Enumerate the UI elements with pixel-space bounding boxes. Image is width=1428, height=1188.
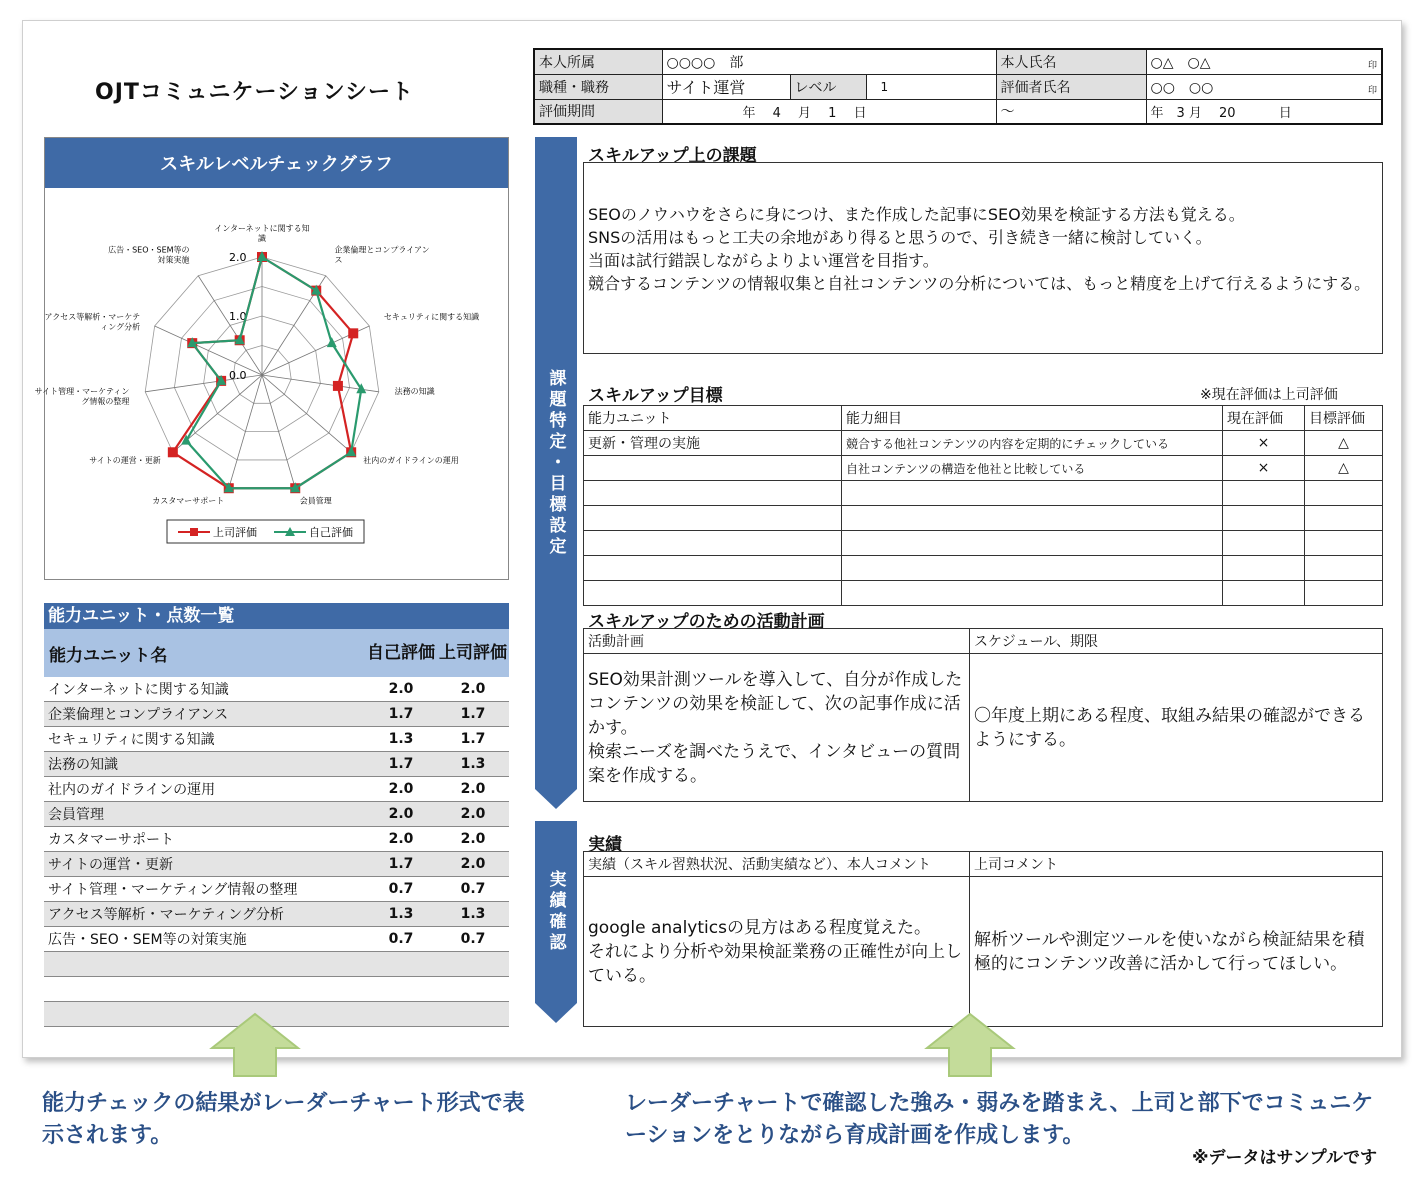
score-list-heading: 能力ユニット・点数一覧 xyxy=(44,603,509,629)
boss-score: 2.0 xyxy=(460,781,486,797)
score-row xyxy=(44,752,509,777)
score-list-header xyxy=(44,629,509,677)
schedule-text: 〇年度上期にある程度、取組み結果の確認ができるようにする。 xyxy=(970,654,1383,802)
score-row xyxy=(44,677,509,702)
series-line xyxy=(186,257,361,488)
radar-chart xyxy=(34,188,508,580)
sample-note: ※データはサンプルです xyxy=(1192,1148,1377,1168)
job-value: サイト運営 xyxy=(662,74,790,99)
col-now: 現在評価 xyxy=(1223,406,1305,431)
up-arrow-icon xyxy=(210,1012,300,1078)
boss-score: 2.0 xyxy=(460,856,486,872)
empty-row xyxy=(44,977,509,1002)
tick-label: 2.0 xyxy=(229,251,247,264)
empty-row xyxy=(44,952,509,977)
score-row xyxy=(44,927,509,952)
boss-score: 1.3 xyxy=(460,756,486,772)
self-score: 0.7 xyxy=(388,931,414,947)
sheet-title: OJTコミュニケーションシート xyxy=(95,80,415,105)
score-row xyxy=(44,702,509,727)
legend-boss-marker xyxy=(190,528,198,536)
col-unit: 能力ユニット xyxy=(584,406,842,431)
unit-name: セキュリティに関する知識 xyxy=(48,732,215,748)
series-line xyxy=(173,257,353,488)
col-self: 自己評価 xyxy=(367,643,435,663)
tick-label: 1.0 xyxy=(229,310,247,323)
evaluator-value: ○○ ○○ xyxy=(1150,79,1214,96)
col-boss-comment: 上司コメント xyxy=(970,852,1383,877)
level-value: 1 xyxy=(866,74,996,99)
affiliation-label: 本人所属 xyxy=(534,49,662,74)
data-point xyxy=(327,337,337,347)
score-row xyxy=(44,777,509,802)
results-table xyxy=(583,851,1383,1027)
unit-name: 社内のガイドラインの運用 xyxy=(48,782,216,798)
unit-name: アクセス等解析・マーケティング分析 xyxy=(48,907,284,923)
axis-label: アクセス等解析・マーケティング分析 xyxy=(44,312,141,332)
axis-label: 広告・SEO・SEM等の対策実施 xyxy=(108,245,190,265)
data-point xyxy=(348,328,358,338)
evaluator-cell xyxy=(1146,74,1382,99)
graph-title: スキルレベルチェックグラフ xyxy=(45,138,508,188)
col-boss: 上司評価 xyxy=(439,643,507,663)
axis-label: 企業倫理とコンプライアンス xyxy=(334,245,430,265)
radar-labels xyxy=(35,223,479,506)
unit-name: カスタマーサポート xyxy=(48,832,174,848)
boss-score: 1.7 xyxy=(460,706,486,722)
col-detail: 能力細目 xyxy=(842,406,1223,431)
table-row xyxy=(584,506,1383,531)
self-score: 1.3 xyxy=(388,906,414,922)
unit-name: インターネットに関する知識 xyxy=(48,682,229,698)
plan-text: SEO効果計測ツールを導入して、自分が作成したコンテンツの効果を検証して、次の記事作成に活かす。 検索ニーズを調べたうえで、インタビューの質問案を作成する。 xyxy=(584,654,970,802)
header-table xyxy=(533,48,1383,125)
unit-name: サイト管理・マーケティング情報の整理 xyxy=(48,882,298,898)
self-score: 1.3 xyxy=(388,731,414,747)
self-score: 0.7 xyxy=(388,881,414,897)
radar-series xyxy=(168,251,366,493)
score-row xyxy=(44,902,509,927)
name-value: ○△ ○△ xyxy=(1150,54,1211,71)
axis-label: サイト管理・マーケティング情報の整理 xyxy=(34,387,130,407)
boss-score: 1.7 xyxy=(460,731,486,747)
boss-comment-text: 解析ツールや測定ツールを使いながら検証結果を積極的にコンテンツ改善に活かして行ってほしい。 xyxy=(970,877,1383,1027)
tick-label: 0.0 xyxy=(229,369,247,382)
score-row xyxy=(44,727,509,752)
goal-now: × xyxy=(1223,456,1305,481)
evaluator-label: 評価者氏名 xyxy=(996,74,1146,99)
data-point xyxy=(168,447,178,457)
level-label: レベル xyxy=(790,74,866,99)
name-label: 本人氏名 xyxy=(996,49,1146,74)
affiliation-value: ○○○○ 部 xyxy=(662,49,996,74)
axis-label: インターネットに関する知識 xyxy=(214,224,310,243)
goal-now: × xyxy=(1223,431,1305,456)
score-row xyxy=(44,802,509,827)
self-score: 1.7 xyxy=(388,706,414,722)
self-score: 2.0 xyxy=(388,806,414,822)
unit-name: 広告・SEO・SEM等の対策実施 xyxy=(48,932,247,948)
results-heading: 実績 xyxy=(588,835,622,855)
skill-graph-panel xyxy=(34,137,509,580)
goal-detail: 競合する他社コンテンツの内容を定期的にチェックしている xyxy=(842,431,1223,456)
goal-detail: 自社コンテンツの構造を他社と比較している xyxy=(842,456,1223,481)
legend-self-label: 自己評価 xyxy=(309,526,353,539)
name-cell xyxy=(1146,49,1382,74)
up-arrow-icon xyxy=(925,1012,1015,1078)
unit-name: サイトの運営・更新 xyxy=(48,857,174,873)
score-row xyxy=(44,827,509,852)
self-score: 2.0 xyxy=(388,781,414,797)
goals-heading: スキルアップ目標 xyxy=(588,386,723,406)
seal-mark: 印 xyxy=(1367,85,1377,96)
self-score: 2.0 xyxy=(388,681,414,697)
issues-text: SEOのノウハウをさらに身につけ、また作成した記事にSEO効果を検証する方法も覚える。 SNSの活用はもっと工夫の余地があり得ると思うので、引き続き一緒に検討していく。 当面は試行錯誤しながらよりよい運営を目指す。 競合するコンテンツの情報収集と自社コンテンツの分析については、もっと精度を上げて行えるようにする。 xyxy=(583,162,1383,354)
goal-unit xyxy=(584,456,842,481)
boss-score: 0.7 xyxy=(460,931,486,947)
boss-score: 0.7 xyxy=(460,881,486,897)
goals-note: ※現在評価は上司評価 xyxy=(1200,387,1338,403)
score-row xyxy=(44,877,509,902)
period-end: 年 3 月 20 日 xyxy=(1146,99,1382,124)
axis-label: カスタマーサポート xyxy=(152,496,225,506)
plan-table xyxy=(583,628,1383,802)
score-list xyxy=(44,603,509,1027)
table-row xyxy=(584,481,1383,506)
score-row xyxy=(44,852,509,877)
goal-unit: 更新・管理の実施 xyxy=(584,431,842,456)
col-schedule: スケジュール、期限 xyxy=(970,629,1383,654)
boss-score: 2.0 xyxy=(460,681,486,697)
col-plan: 活動計画 xyxy=(584,629,970,654)
axis-label: 法務の知識 xyxy=(394,387,435,397)
unit-name: 法務の知識 xyxy=(48,757,118,773)
legend-boss-label: 上司評価 xyxy=(213,526,257,539)
period-tilde: ～ xyxy=(996,99,1146,124)
goal-target: △ xyxy=(1305,431,1383,456)
goal-setting-bar: 課題特定・目標設定 xyxy=(535,137,577,789)
unit-name: 企業倫理とコンプライアンス xyxy=(48,707,229,723)
seal-mark: 印 xyxy=(1367,60,1377,71)
goals-table xyxy=(583,405,1383,606)
axis-label: セキュリティに関する知識 xyxy=(383,312,480,322)
axis-label: 会員管理 xyxy=(299,496,332,506)
period-start: 年 4 月 1 日 xyxy=(662,99,996,124)
result-check-bar: 実績確認 xyxy=(535,821,577,1003)
axis-label: 社内のガイドラインの運用 xyxy=(363,455,459,465)
caption-right: レーダーチャートで確認した強み・弱みを踏まえ、上司と部下でコミュニケーションをとりながら育成計画を作成します。 xyxy=(625,1091,1374,1148)
data-point xyxy=(333,381,343,391)
table-row xyxy=(584,556,1383,581)
col-self-comment: 実績（スキル習熟状況、活動実績など）、本人コメント xyxy=(584,852,970,877)
col-unit-name: 能力ユニット名 xyxy=(49,645,168,666)
period-label: 評価期間 xyxy=(534,99,662,124)
unit-name: 会員管理 xyxy=(48,807,104,823)
goal-target: △ xyxy=(1305,456,1383,481)
self-comment-text: google analyticsの見方はある程度覚えた。 それにより分析や効果検証業務の正確性が向上している。 xyxy=(584,877,970,1027)
score-rows xyxy=(44,677,509,952)
col-target: 目標評価 xyxy=(1305,406,1383,431)
boss-score: 2.0 xyxy=(460,806,486,822)
table-row xyxy=(584,531,1383,556)
boss-score: 1.3 xyxy=(460,906,486,922)
plan-heading: スキルアップのための活動計画 xyxy=(588,612,825,632)
caption-left: 能力チェックの結果がレーダーチャート形式で表示されます。 xyxy=(42,1091,525,1148)
axis-label: サイトの運営・更新 xyxy=(89,455,161,465)
boss-score: 2.0 xyxy=(460,831,486,847)
self-score: 1.7 xyxy=(388,856,414,872)
job-label: 職種・職務 xyxy=(534,74,662,99)
self-score: 1.7 xyxy=(388,756,414,772)
table-row xyxy=(584,581,1383,606)
chart-legend xyxy=(167,520,364,543)
issues-heading: スキルアップ上の課題 xyxy=(588,146,757,166)
self-score: 2.0 xyxy=(388,831,414,847)
